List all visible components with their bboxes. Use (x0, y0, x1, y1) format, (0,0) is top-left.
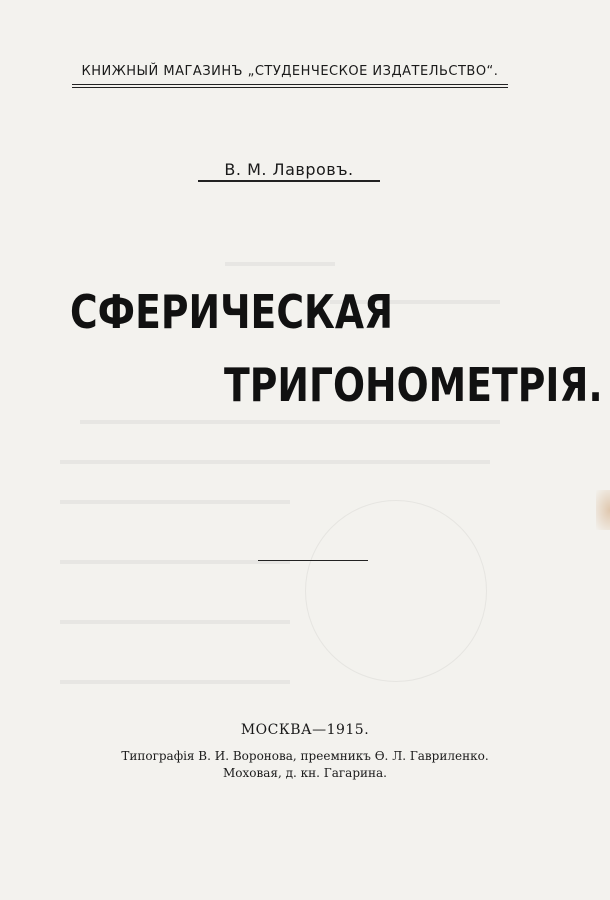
bleed-through-line (225, 262, 335, 266)
publisher-rule-top (72, 84, 508, 85)
city-year: МОСКВА—1915. (240, 722, 370, 738)
bleed-through-circle (305, 500, 487, 682)
author-name: В. М. Лавровъ. (224, 160, 354, 179)
separator-rule (258, 560, 368, 561)
bleed-through-line (80, 420, 500, 424)
title-line-2: ТРИГОНОМЕТРІЯ. (224, 358, 603, 412)
bleed-through-line (60, 560, 290, 564)
bleed-through-line (60, 620, 290, 624)
publisher-line: КНИЖНЫЙ МАГАЗИНЪ „СТУДЕНЧЕСКОЕ ИЗДАТЕЛЬСТВО“. (81, 64, 499, 79)
address-line: Моховая, д. кн. Гагарина. (223, 766, 387, 780)
bleed-through-line (60, 680, 290, 684)
publisher-rule-bottom (72, 87, 508, 88)
paper-stain (596, 490, 610, 530)
bleed-through-line (60, 500, 290, 504)
printer-line: Типографія В. И. Воронова, преемникъ Ѳ. Л. Гавриленко. (121, 749, 489, 763)
author-underline (198, 180, 380, 182)
bleed-through-line (60, 460, 490, 464)
title-line-1: СФЕРИЧЕСКАЯ (70, 285, 394, 339)
